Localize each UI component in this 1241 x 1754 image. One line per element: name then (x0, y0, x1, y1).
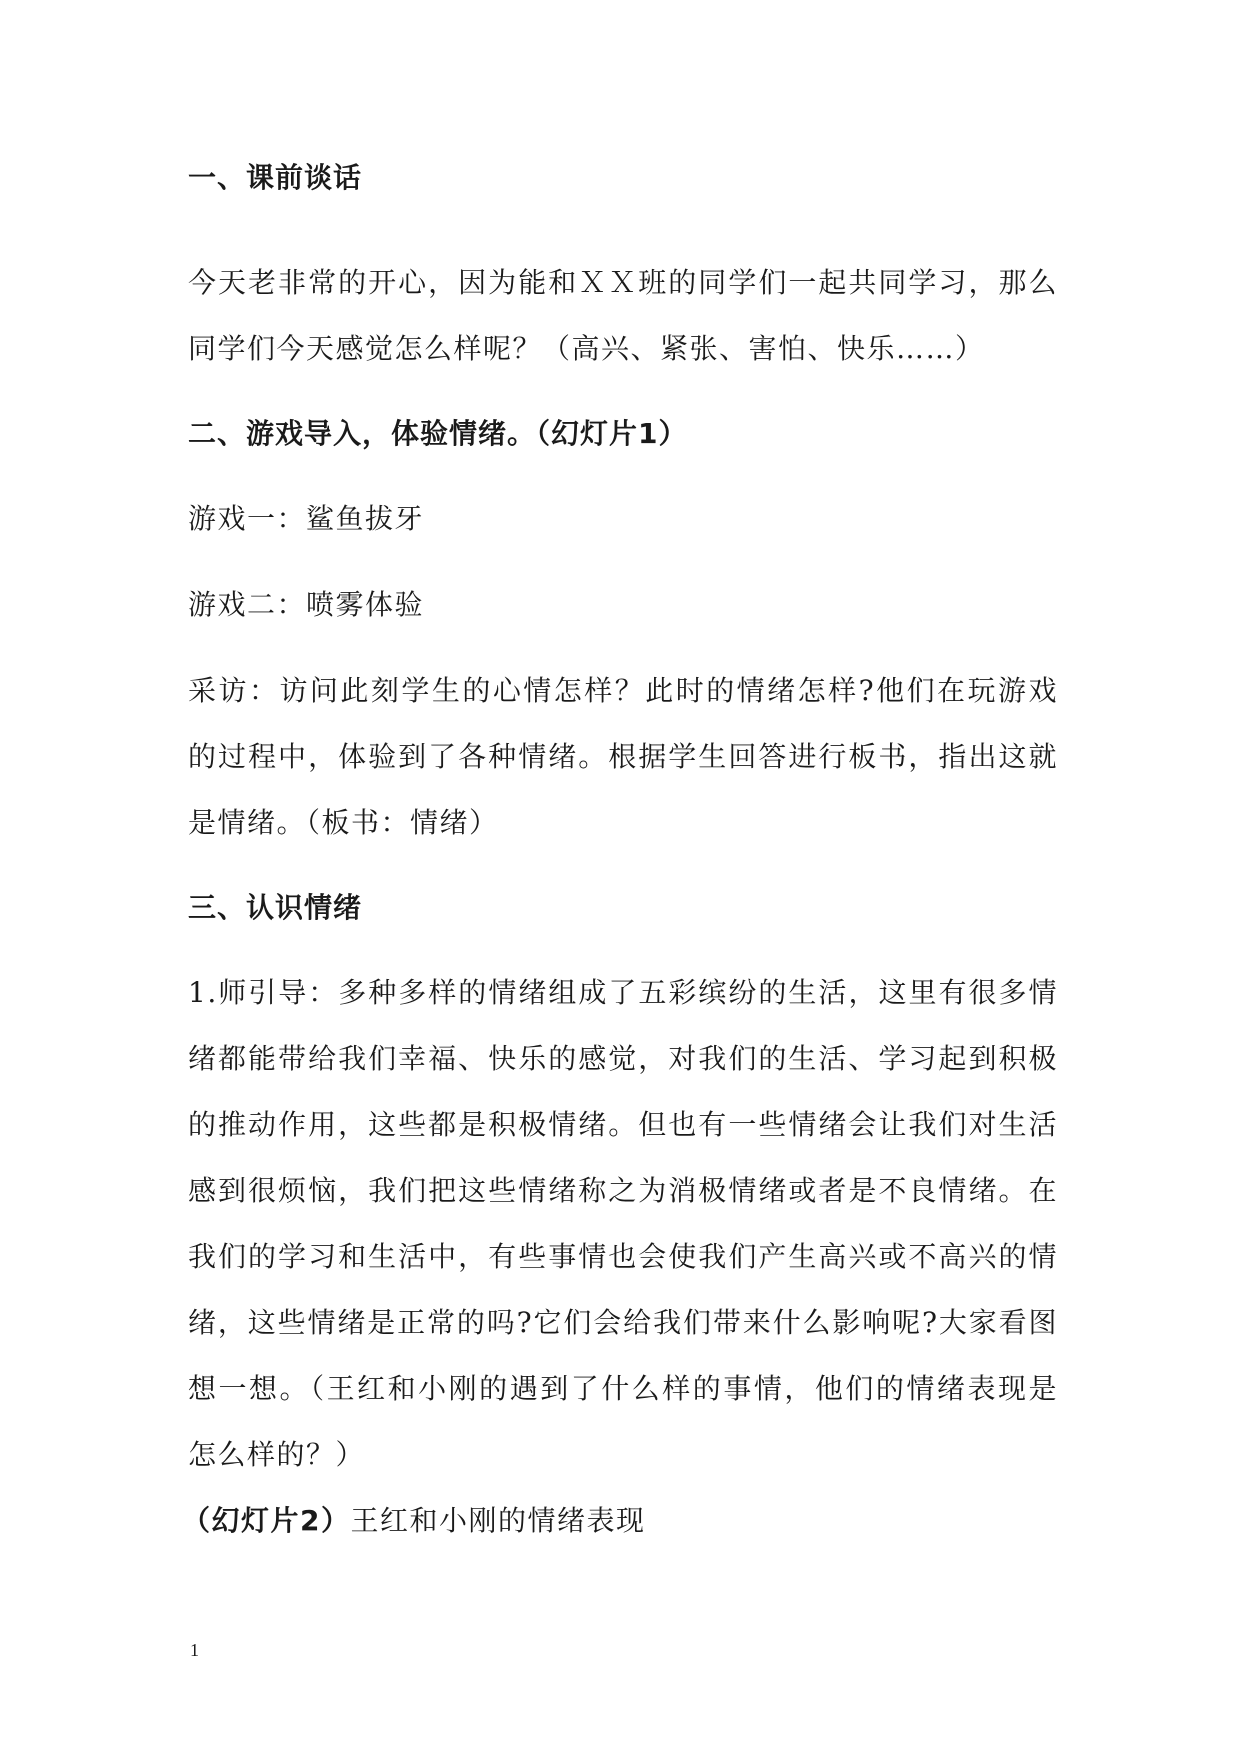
game-two-line: 游戏二：喷雾体验 (188, 588, 425, 621)
slide-2-caption: 王红和小刚的情绪表现 (350, 1504, 646, 1537)
section-1-paragraph: 今天老非常的开心，因为能和ＸＸ班的同学们一起共同学习，那么同学们今天感觉怎么样呢？（高兴、紧张、害怕、快乐……） (188, 266, 1058, 365)
section-heading-1: 一、课前谈话 (188, 161, 363, 194)
slide-2-line (182, 1488, 1058, 1554)
section-3-paragraph: 1.师引导：多种多样的情绪组成了五彩缤纷的生活，这里有很多情绪都能带给我们幸福、快乐的感觉，对我们的生活、学习起到积极的推动作用，这些都是积极情绪。但也有一些情绪会让我们对生活感到很烦恼，我们把这些情绪称之为消极情绪或者是不良情绪。在我们的学习和生活中，有些事情也会使我们产生高兴或不高兴的情绪，这些情绪是正常的吗?它们会给我们带来什么影响呢?大家看图想一想。（王红和小刚的遇到了什么样的事情，他们的情绪表现是怎么样的？） (188, 976, 1058, 1471)
game-one-line: 游戏一：鲨鱼拔牙 (188, 502, 425, 535)
interview-paragraph: 采访：访问此刻学生的心情怎样？此时的情绪怎样?他们在玩游戏的过程中，体验到了各种情绪。根据学生回答进行板书，指出这就是情绪。（板书：情绪） (188, 674, 1058, 839)
section-heading-2: 二、游戏导入，体验情绪。（幻灯片1） (188, 417, 688, 450)
document-body (182, 156, 1058, 1554)
slide-2-label: （幻灯片2） (182, 1504, 351, 1537)
page-number: 1 (190, 1640, 199, 1660)
section-heading-3: 三、认识情绪 (188, 891, 363, 924)
